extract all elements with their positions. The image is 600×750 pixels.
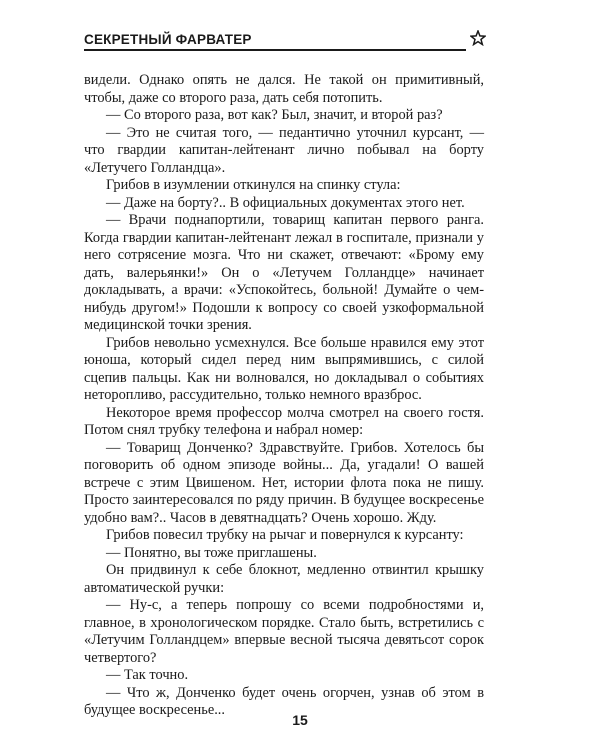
header-rule xyxy=(84,49,466,51)
paragraph: Некоторое время профессор молча смотрел на своего гостя. Потом снял трубку телефона и набрал номер: xyxy=(84,404,484,438)
paragraph: — Это не считая того, — педантично уточнил курсант, — что гвардии капитан-лейтенант лично побывал на борту «Летучего Голландца». xyxy=(84,124,484,176)
page-number: 15 xyxy=(292,712,308,728)
paragraph: Грибов невольно усмехнулся. Все больше нравился ему этот юноша, который сидел перед ним выпрямившись, с силой сцепив пальцы. Как ни волновался, но докладывал о событиях неторопливо, рассудительно, только немного вразброс. xyxy=(84,334,484,403)
paragraph: — Так точно. xyxy=(106,667,189,683)
paragraph: — Товарищ Донченко? Здравствуйте. Грибов. Хотелось бы поговорить об одном эпизоде войны... Да, угадали! О вашей встрече с этим Цвишеном. Нет, истории флота пока не пишу. Просто заинтересовался по ряду причин. В будущее воскресенье удобно вам?.. Часов в девятнадцать? Очень хорошо. Жду. xyxy=(84,439,484,526)
paragraph: видели. Однако опять не дался. Не такой он примитивный, чтобы, даже со второго раза, дать себя потопить. xyxy=(84,72,484,106)
paragraph: Грибов повесил трубку на рычаг и повернулся к курсанту: xyxy=(106,527,464,543)
paragraph: — Даже на борту?.. В официальных документах этого нет. xyxy=(106,194,465,211)
paragraph: — Врачи поднапортили, товарищ капитан первого ранга. Когда гвардии капитан-лейтенант лежал в госпитале, признали у него сотрясение мозга. Что ни скажет, отвечают: «Брому ему дать, валерьянки!» Он о «Летучем Голландце» начинает докладывать, а врачи: «Успокойтесь, больной! Думайте о чем-нибудь другом!» Подошли к вопросу со своей узкоформальной медицинской точки зрения. xyxy=(84,212,484,333)
paragraph: — Что ж, Донченко будет очень огорчен, узнав об этом в будущее воскресенье... xyxy=(84,684,484,718)
running-header-title: СЕКРЕТНЫЙ ФАРВАТЕР xyxy=(84,32,252,47)
star-outline-icon xyxy=(470,30,486,46)
running-header xyxy=(84,30,486,54)
paragraph: — Ну-с, а теперь попрошу со всеми подробностями и, главное, в хронологическом порядке. Стало быть, встретились с «Летучим Голландцем» впервые весной тысяча девятьсот сорок четвертого? xyxy=(84,597,484,666)
paragraph: Он придвинул к себе блокнот, медленно отвинтил крышку автоматической ручки: xyxy=(84,562,484,596)
paragraph: Грибов в изумлении откинулся на спинку стула: xyxy=(106,177,401,193)
paragraph: — Понятно, вы тоже приглашены. xyxy=(106,544,317,561)
paragraph: — Со второго раза, вот как? Был, значит, и второй раз? xyxy=(106,107,443,123)
page-body xyxy=(84,72,484,720)
